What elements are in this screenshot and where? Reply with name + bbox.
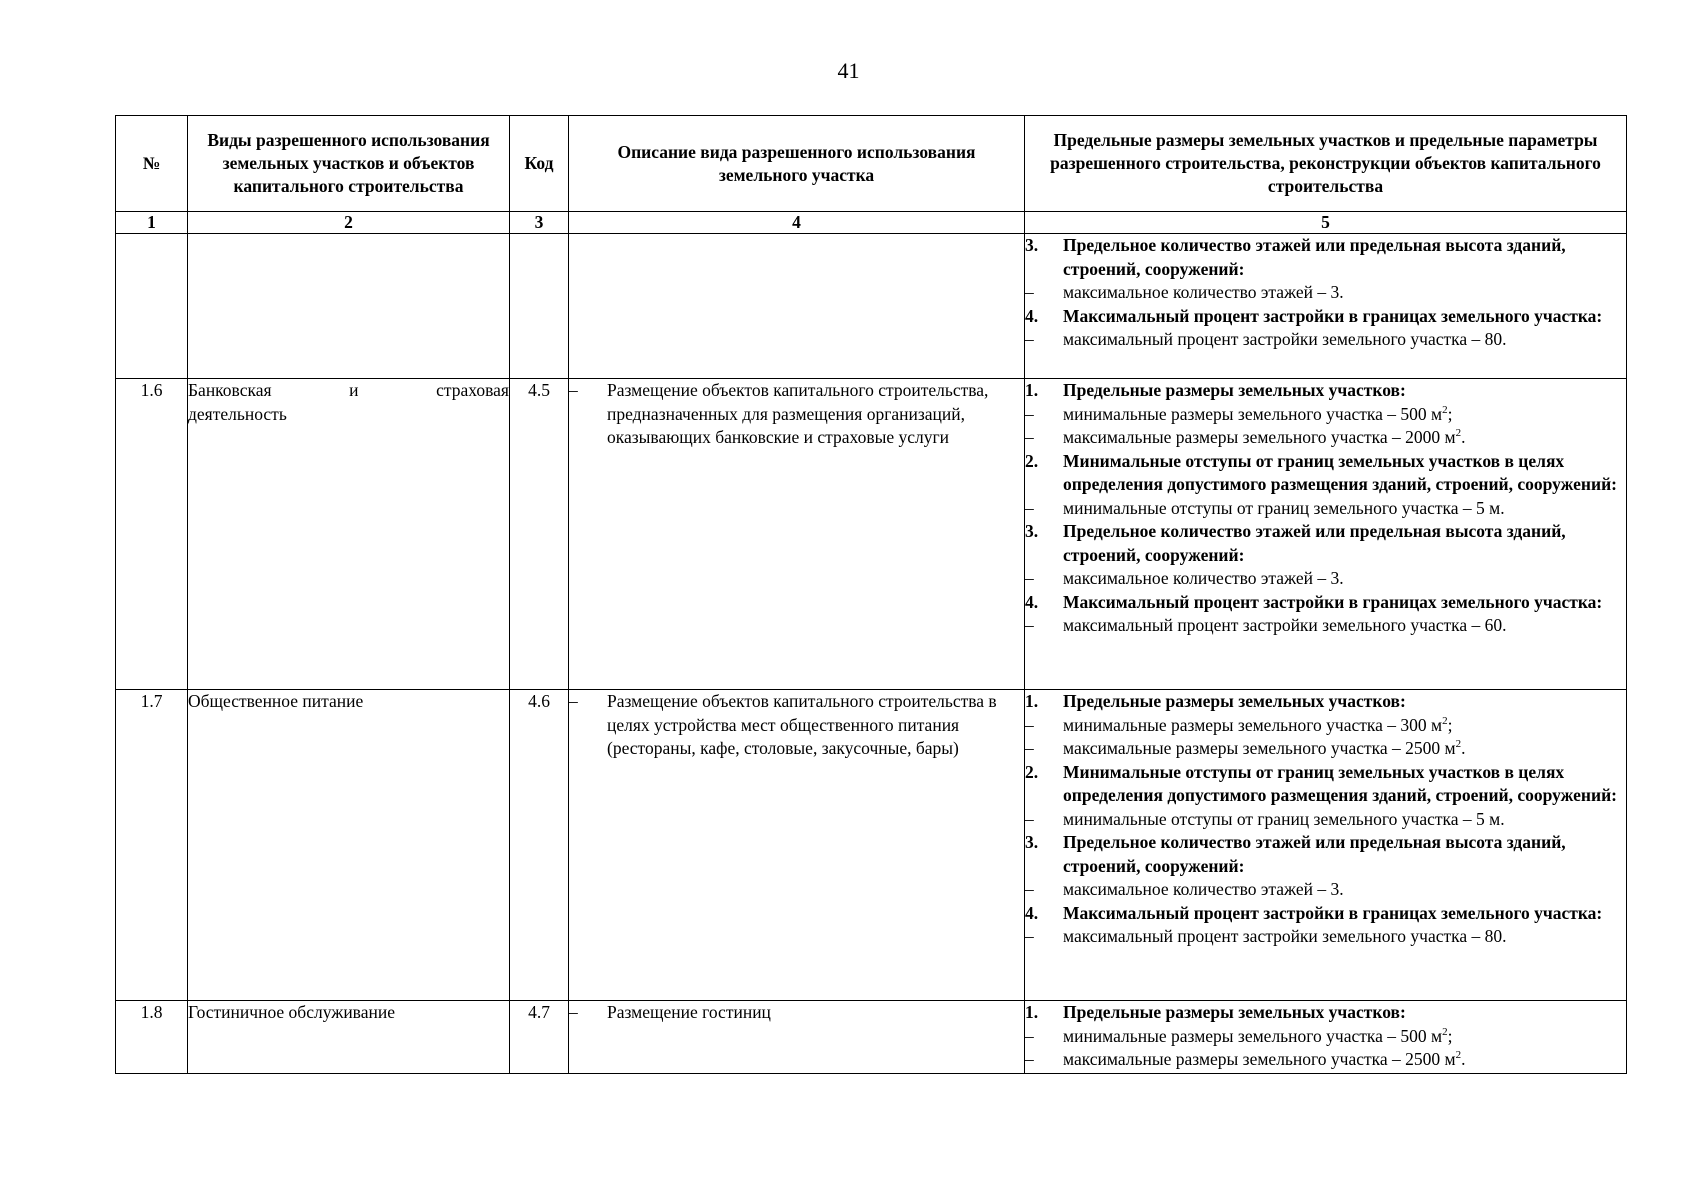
param-item: 2. Минимальные отступы от границ земельных участков в целях определения допустимого размещения зданий, строений, сооружений: (1025, 761, 1617, 805)
param-item: 4. Максимальный процент застройки в границах земельного участка: (1025, 591, 1603, 612)
table-row (116, 690, 1627, 1001)
table-row (116, 379, 1627, 690)
row-number (116, 234, 188, 379)
row-number: 1.8 (116, 1001, 188, 1074)
param-item: – минимальные размеры земельного участка – 300 $м^2$; (1025, 714, 1453, 735)
dash-marker: – (569, 380, 578, 400)
row-parameters (1025, 234, 1627, 379)
column-number: 5 (1025, 212, 1627, 234)
row-parameters (1025, 1001, 1627, 1074)
table-row (116, 234, 1627, 379)
row-number: 1.7 (116, 690, 188, 1001)
param-item: – минимальные размеры земельного участка – 500 $м^2$; (1025, 403, 1453, 424)
param-item: 4. Максимальный процент застройки в границах земельного участка: (1025, 305, 1603, 326)
param-item: – минимальные размеры земельного участка – 500 $м^2$; (1025, 1025, 1453, 1046)
param-item: – максимальный процент застройки земельного участка – 60. (1025, 615, 1507, 635)
row-use-type (188, 234, 510, 379)
row-use-type: Общественное питание (188, 690, 510, 1001)
param-item: 1. Предельные размеры земельных участков: (1025, 691, 1406, 711)
header-parameters: Предельные размеры земельных участков и предельные параметры разрешенного строительства, реконструкции объектов капитального строительства (1025, 116, 1627, 212)
header-code: Код (510, 116, 569, 212)
column-number: 4 (569, 212, 1025, 234)
param-item: – максимальный процент застройки земельного участка – 80. (1025, 329, 1507, 349)
header-description: Описание вида разрешенного использования земельного участка (569, 116, 1025, 212)
param-item: – минимальные отступы от границ земельного участка – 5 м. (1025, 808, 1505, 829)
param-item: – минимальные отступы от границ земельного участка – 5 м. (1025, 497, 1505, 518)
param-item: – максимальные размеры земельного участка – 2000 $м^2$. (1025, 427, 1466, 447)
param-item: 1. Предельные размеры земельных участков: (1025, 380, 1406, 400)
header-number: № (116, 116, 188, 212)
param-item: – максимальный процент застройки земельного участка – 80. (1025, 926, 1507, 946)
column-number: 3 (510, 212, 569, 234)
param-item: – максимальные размеры земельного участка – 2500 $м^2$. (1025, 738, 1466, 758)
row-use-type: Банковская и страховая деятельность (188, 379, 510, 690)
param-item: 3. Предельное количество этажей или предельная высота зданий, строений, сооружений: (1025, 521, 1566, 565)
param-item: 4. Максимальный процент застройки в границах земельного участка: (1025, 902, 1603, 923)
param-item: – максимальное количество этажей – 3. (1025, 282, 1344, 302)
param-item: 3. Предельное количество этажей или предельная высота зданий, строений, сооружений: (1025, 235, 1566, 279)
row-code: 4.5 (510, 379, 569, 690)
row-number: 1.6 (116, 379, 188, 690)
page-number: 41 (837, 58, 860, 83)
row-code: 4.7 (510, 1001, 569, 1074)
row-description: – Размещение гостиниц (569, 1001, 1025, 1074)
param-item: – максимальное количество этажей – 3. (1025, 568, 1344, 588)
row-parameters (1025, 690, 1627, 1001)
row-code: 4.6 (510, 690, 569, 1001)
table-row (116, 1001, 1627, 1074)
row-description: – Размещение объектов капитального строительства, предназначенных для размещения организаций, оказывающих банковские и страховые услуги (569, 379, 1025, 690)
row-parameters (1025, 379, 1627, 690)
dash-marker: – (569, 691, 578, 711)
row-description: – Размещение объектов капитального строительства в целях устройства мест общественного питания (рестораны, кафе, столовые, закусочные, бары) (569, 690, 1025, 1001)
header-row (116, 116, 1627, 212)
row-code (510, 234, 569, 379)
param-item: – максимальные размеры земельного участка – 2500 $м^2$. (1025, 1049, 1466, 1069)
dash-marker: – (569, 1002, 578, 1022)
param-item: – максимальное количество этажей – 3. (1025, 879, 1344, 899)
row-use-type: Гостиничное обслуживание (188, 1001, 510, 1074)
param-item: 2. Минимальные отступы от границ земельных участков в целях определения допустимого размещения зданий, строений, сооружений: (1025, 450, 1617, 494)
param-item: 3. Предельное количество этажей или предельная высота зданий, строений, сооружений: (1025, 832, 1566, 876)
header-use-types: Виды разрешенного использования земельных участков и объектов капитального строительства (188, 116, 510, 212)
param-item: 1. Предельные размеры земельных участков: (1025, 1002, 1406, 1022)
land-use-table (115, 115, 1627, 1074)
column-number: 2 (188, 212, 510, 234)
column-number: 1 (116, 212, 188, 234)
row-description (569, 234, 1025, 379)
column-number-row (116, 212, 1627, 234)
